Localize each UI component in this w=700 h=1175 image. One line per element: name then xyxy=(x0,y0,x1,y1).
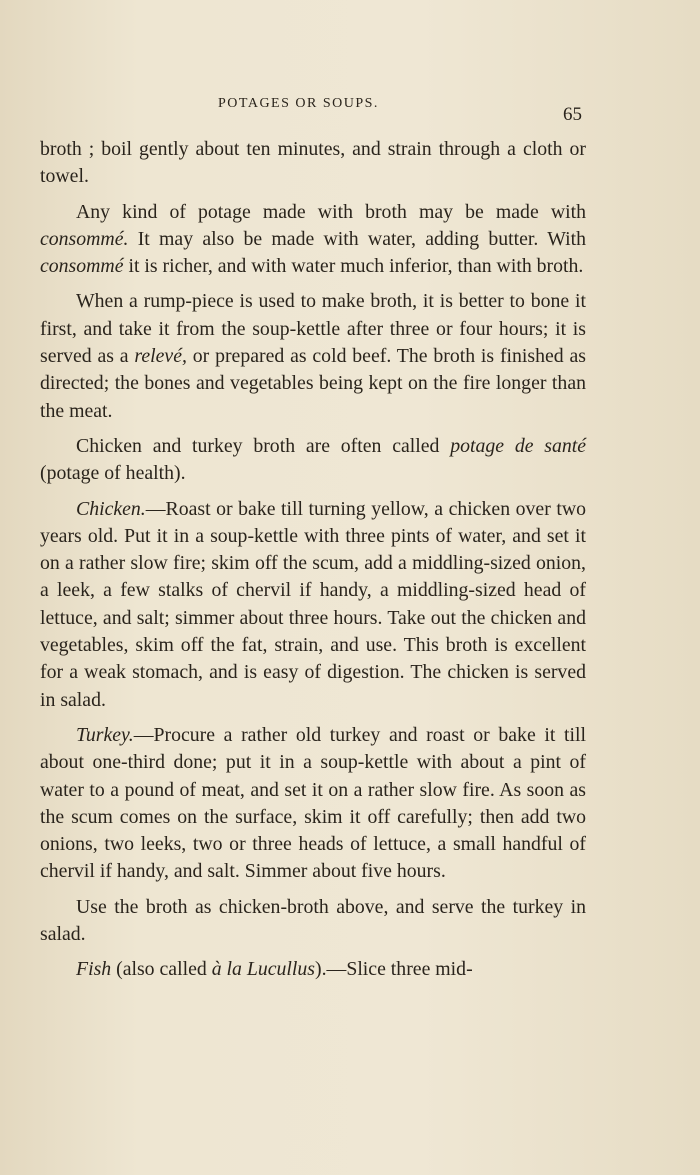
text-run: Use the broth as chicken-broth above, and serve the turkey in salad. xyxy=(40,895,586,946)
paragraph xyxy=(40,288,586,424)
text-run: broth ; boil gently about ten minutes, and strain through a cloth or towel. xyxy=(40,138,586,188)
text-run: When a rump-piece is used to make broth, it is better to bone it first, and take it from the soup-kettle after three or four hours; it is served as a xyxy=(40,290,586,368)
italic-run: potage de santé xyxy=(450,434,587,457)
paragraph xyxy=(40,894,586,949)
text-run: (also called xyxy=(111,958,212,981)
page-header xyxy=(40,96,586,126)
paragraph xyxy=(40,722,586,886)
text-run: Any kind of potage made with broth may be made with xyxy=(76,200,586,223)
body-text xyxy=(40,136,586,984)
text-run: Chicken and turkey broth are often called xyxy=(76,434,451,457)
text-run: or prepared as cold beef. The broth is finished as directed; the bones and vegetables being kept on the fire longer than the meat. xyxy=(40,345,586,422)
running-head: POTAGES OR SOUPS. xyxy=(218,96,379,111)
paragraph xyxy=(40,136,586,191)
italic-run: consommé xyxy=(40,255,124,278)
paragraph xyxy=(40,199,586,281)
page-number: 65 xyxy=(563,104,582,125)
italic-run: relevé, xyxy=(134,345,187,368)
text-run: ).—Slice three mid- xyxy=(315,958,473,981)
paragraph xyxy=(40,433,586,488)
text-run: It may also be made with water, adding butter. With xyxy=(128,227,586,250)
text-run: —Roast or bake till turning yellow, a chicken over two years old. Put it in a soup-kettle with three pints of water, and set it on a rather slow fire; skim off the scum, add a middling-sized onion, a leek, a few stalks of chervil if handy, a middling-sized head of lettuce, and salt; simmer about three hours. Take out the chicken and vegetables, skim off the fat, strain, and use. This broth is excellent for a weak stomach, and is easy of digestion. The chicken is served in salad. xyxy=(40,497,586,711)
italic-run: Turkey. xyxy=(76,723,134,746)
text-run: (potage of health). xyxy=(40,462,186,485)
italic-run: consommé. xyxy=(40,227,129,250)
italic-run: Chicken. xyxy=(76,497,146,520)
italic-run: Fish xyxy=(76,958,112,981)
paragraph xyxy=(40,956,586,983)
paragraph xyxy=(40,496,586,714)
italic-run: à la Lucullus xyxy=(211,958,315,981)
text-run: —Procure a rather old turkey and roast or bake it till about one-third done; put it in a soup-kettle with about a pint of water to a pound of meat, and set it on a rather slow fire. As soon as the scum comes on the surface, skim it off carefully; then add two onions, two leeks, two or three heads of lettuce, a small handful of chervil if handy, and salt. Simmer about five hours. xyxy=(40,723,586,883)
text-run: it is richer, and with water much inferior, than with broth. xyxy=(123,255,584,278)
